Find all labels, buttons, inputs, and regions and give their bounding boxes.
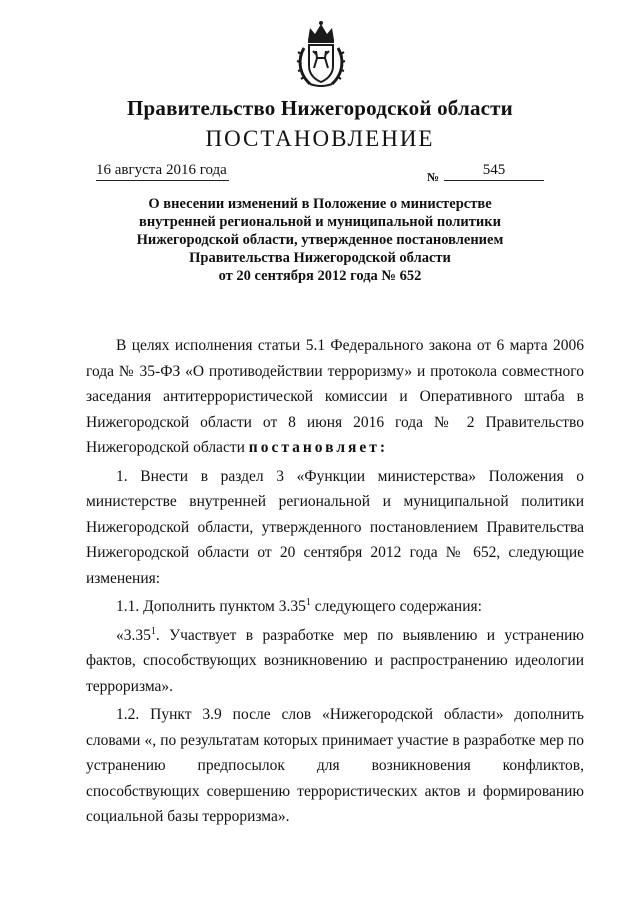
superscript: 1 — [150, 625, 156, 637]
item-1-1-text: 1.1. Дополнить пунктом 3.35 — [116, 598, 306, 615]
paragraph-preamble — [86, 333, 584, 461]
document-type: ПОСТАНОВЛЕНИЕ — [205, 126, 435, 151]
document-number: 545 — [444, 162, 544, 181]
paragraph-item-1: 1. Внести в раздел 3 «Функции министерства» Положения о министерстве внутренней региональной и муниципальной политики Нижегородской области, утвержденного постановлением Правительства Нижегородской области от 20 сентября 2012 года № 652, следующие изменения: — [86, 467, 584, 587]
preamble-text: В целях исполнения статьи 5.1 Федерального закона от 6 марта 2006 года № 35-ФЗ «О противодействии терроризму» и протокола совместного заседания антитеррористической комиссии и Оперативного штаба в Нижегородской области от 8 июня 2016 года № 2 Правительство Нижегородской области — [86, 337, 584, 456]
subject-line: Правительства Нижегородской области — [189, 250, 451, 266]
subject-line: Нижегородской области, утвержденное постановлением — [136, 232, 504, 248]
subject-line: от 20 сентября 2012 года № 652 — [218, 268, 422, 284]
quote-text-end: . Участвует в разработке мер по выявлению и устранению фактов, способствующих возникновению и распространению идеологии терроризма». — [86, 626, 584, 695]
item-1-1-text-end: следующего содержания: — [310, 598, 482, 615]
government-title: Правительство Нижегородской области — [127, 96, 513, 120]
subject-line: О внесении изменений в Положение о министерстве — [148, 196, 492, 212]
superscript: 1 — [305, 596, 311, 608]
coat-of-arms-icon — [296, 18, 346, 88]
number-label: № — [427, 170, 440, 184]
quote-text: «3.35 — [116, 626, 151, 644]
subject-line: внутренней региональной и муниципальной политики — [139, 214, 501, 230]
resolves-word: постановляет: — [248, 439, 389, 456]
document-subject — [100, 195, 540, 285]
paragraph-item-1-2: 1.2. Пункт 3.9 после слов «Нижегородской области» дополнить словами «, по результатам которых принимает участие в разработке мер по устранению предпосылок для возникновения конфликтов, способствующих совершению террористических актов и формированию социальной базы терроризма». — [86, 706, 584, 825]
paragraph-quote-3-35 — [86, 623, 584, 700]
document-date: 16 августа 2016 года — [96, 162, 229, 181]
paragraph-item-1-1 — [86, 594, 584, 620]
document-body — [86, 333, 584, 833]
